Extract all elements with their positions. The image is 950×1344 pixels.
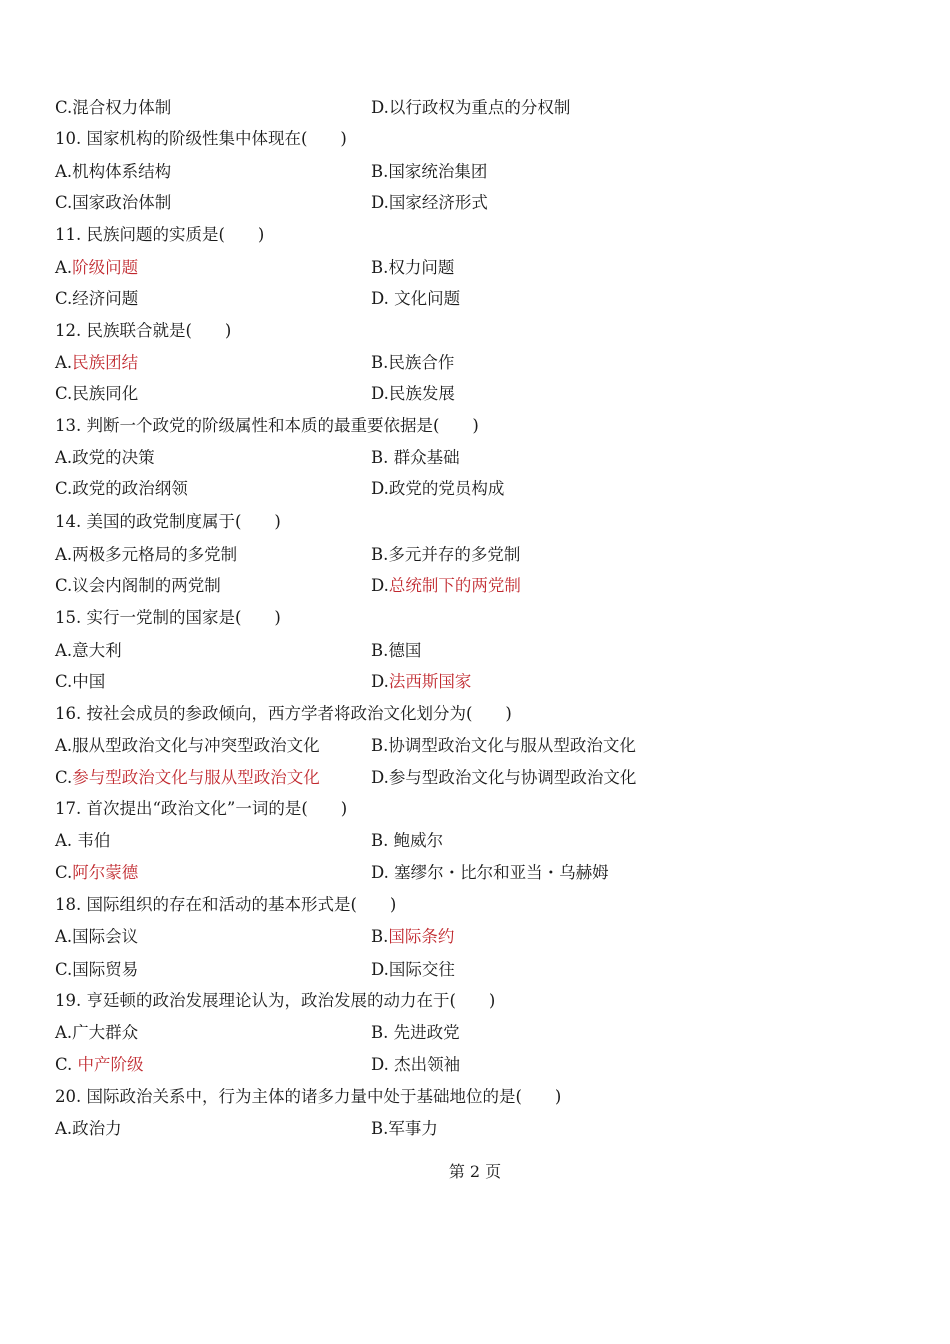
option-letter: B. [371,927,389,946]
options-row [55,253,915,283]
option-right [371,636,421,666]
options-row [55,955,915,985]
option-right [371,763,636,793]
option-right [371,284,460,314]
option-left [55,379,138,409]
option-text: 国家统治集团 [388,162,488,181]
options-row [55,571,915,601]
option-left [55,93,171,123]
answer-text: 国际条约 [388,927,455,946]
option-letter: A. [55,736,73,755]
option-text: 塞缪尔・比尔和亚当・乌赫姆 [394,863,609,882]
option-text: 两极多元格局的多党制 [72,545,238,564]
option-left [55,1018,138,1048]
option-right [371,443,460,473]
option-text: 韦伯 [77,831,111,850]
option-letter: B. [371,258,389,277]
option-text: 国际贸易 [72,960,139,979]
answer-text: 法西斯国家 [388,672,472,691]
option-text: 文化问题 [394,289,461,308]
option-letter: B. [371,162,389,181]
option-left [55,763,320,793]
option-text: 参与型政治文化与协调型政治文化 [388,768,637,787]
option-letter: D. [371,384,389,403]
option-text: 以行政权为重点的分权制 [388,98,571,117]
option-letter: B. [371,641,389,660]
option-text: 先进政党 [393,1023,460,1042]
option-text: 中国 [72,672,106,691]
options-row [55,922,915,952]
option-left [55,1050,144,1080]
option-letter: C. [55,289,73,308]
option-letter: C. [55,576,73,595]
option-text: 政治力 [72,1119,122,1138]
question-stem: 16. 按社会成员的参政倾向，西方学者将政治文化划分为( ) [55,704,512,723]
option-text: 民族发展 [388,384,455,403]
option-letter: A. [55,258,73,277]
option-letter: D. [371,863,395,882]
option-left [55,955,138,985]
question-stem: 18. 国际组织的存在和活动的基本形式是( ) [55,895,397,914]
option-left [55,540,237,570]
option-letter: A. [55,448,73,467]
options-row [55,284,915,314]
options-row [55,731,915,761]
option-right [371,379,455,409]
option-letter: A. [55,1119,73,1138]
option-right [371,253,454,283]
option-text: 军事力 [388,1119,438,1138]
option-letter: D. [371,672,389,691]
question-stem: 20. 国际政治关系中，行为主体的诸多力量中处于基础地位的是( ) [55,1087,562,1106]
option-letter: D. [371,768,389,787]
option-text: 国家经济形式 [388,193,488,212]
option-letter: D. [371,479,389,498]
options-row [55,636,915,666]
options-row [55,540,915,570]
option-text: 民族合作 [388,353,455,372]
answer-text: 民族团结 [72,353,139,372]
question-stem: 17. 首次提出“政治文化”一词的是( ) [55,799,348,818]
option-left [55,443,155,473]
question-stem: 12. 民族联合就是( ) [55,321,232,340]
option-right [371,955,455,985]
option-right [371,93,570,123]
option-letter: B. [371,736,389,755]
option-letter: C. [55,672,73,691]
option-text: 机构体系结构 [72,162,172,181]
question-stem: 13. 判断一个政党的阶级属性和本质的最重要依据是( ) [55,416,479,435]
option-letter: B. [371,545,389,564]
options-row [55,93,915,123]
options-row [55,348,915,378]
option-right [371,571,521,601]
option-text: 广大群众 [72,1023,139,1042]
option-letter: C. [55,863,73,882]
option-letter: B. [371,1119,389,1138]
option-letter: D. [371,98,389,117]
option-text: 鲍威尔 [393,831,444,850]
option-left [55,636,122,666]
option-letter: D. [371,1055,395,1074]
option-right [371,157,487,187]
option-left [55,253,138,283]
options-row [55,443,915,473]
options-row [55,157,915,187]
question-stem: 10. 国家机构的阶级性集中体现在( ) [55,129,347,148]
option-text: 群众基础 [393,448,460,467]
option-letter: A. [55,927,73,946]
option-letter: C. [55,98,73,117]
option-letter: C. [55,479,73,498]
options-row [55,826,915,856]
option-left [55,188,171,218]
option-letter: D. [371,289,395,308]
option-right [371,826,443,856]
option-left [55,858,138,888]
option-right [371,858,609,888]
answer-text: 总统制下的两党制 [388,576,521,595]
option-left [55,157,171,187]
option-left [55,571,221,601]
option-letter: A. [55,545,73,564]
option-left [55,1114,122,1144]
option-letter: A. [55,353,73,372]
option-letter: D. [371,960,389,979]
option-right [371,348,454,378]
option-right [371,474,504,504]
option-letter: A. [55,1023,73,1042]
options-row [55,667,915,697]
question-stem: 15. 实行一党制的国家是( ) [55,608,281,627]
options-row [55,474,915,504]
option-letter: C. [55,193,73,212]
option-letter: C. [55,768,73,787]
option-letter: B. [371,448,394,467]
option-text: 国家政治体制 [72,193,172,212]
option-text: 德国 [388,641,422,660]
option-left [55,667,105,697]
option-right [371,731,636,761]
options-row [55,1050,915,1080]
option-text: 国际会议 [72,927,139,946]
option-letter: A. [55,831,78,850]
page-footer: 第 2 页 [448,1162,502,1181]
option-text: 政党的政治纲领 [72,479,188,498]
option-letter: D. [371,576,389,595]
option-letter: B. [371,1023,394,1042]
option-text: 杰出领袖 [394,1055,461,1074]
option-text: 政党的决策 [72,448,155,467]
option-text: 服从型政治文化与冲突型政治文化 [72,736,320,755]
option-letter: D. [371,193,389,212]
option-letter: B. [371,353,389,372]
option-letter: C. [55,384,73,403]
option-text: 国际交往 [388,960,455,979]
option-text: 混合权力体制 [72,98,172,117]
option-right [371,1114,438,1144]
options-row [55,858,915,888]
option-letter: C. [55,960,73,979]
option-right [371,922,454,952]
answer-text: 阿尔蒙德 [72,863,139,882]
option-letter: A. [55,641,73,660]
option-text: 协调型政治文化与服从型政治文化 [388,736,636,755]
options-row [55,1114,915,1144]
question-stem: 14. 美国的政党制度属于( ) [55,512,281,531]
option-text: 权力问题 [388,258,455,277]
question-stem: 11. 民族问题的实质是( ) [55,225,265,244]
question-stem: 19. 亨廷顿的政治发展理论认为，政治发展的动力在于( ) [55,991,496,1010]
option-text: 议会内阁制的两党制 [72,576,221,595]
option-left [55,474,188,504]
option-text: 经济问题 [72,289,139,308]
option-right [371,1050,460,1080]
option-letter: A. [55,162,73,181]
options-row [55,188,915,218]
option-text: 多元并存的多党制 [388,545,521,564]
options-row [55,379,915,409]
option-right [371,667,471,697]
options-row [55,763,915,793]
option-text: 政党的党员构成 [388,479,505,498]
option-left [55,731,320,761]
answer-text: 中产阶级 [77,1055,144,1074]
options-row [55,1018,915,1048]
option-letter: C. [55,1055,78,1074]
option-left [55,826,110,856]
answer-text: 阶级问题 [72,258,139,277]
option-letter: B. [371,831,394,850]
option-text: 民族同化 [72,384,139,403]
option-right [371,188,488,218]
option-text: 意大利 [72,641,122,660]
answer-text: 参与型政治文化与服从型政治文化 [72,768,320,787]
option-left [55,284,138,314]
option-left [55,348,138,378]
option-right [371,540,520,570]
option-right [371,1018,460,1048]
option-left [55,922,138,952]
